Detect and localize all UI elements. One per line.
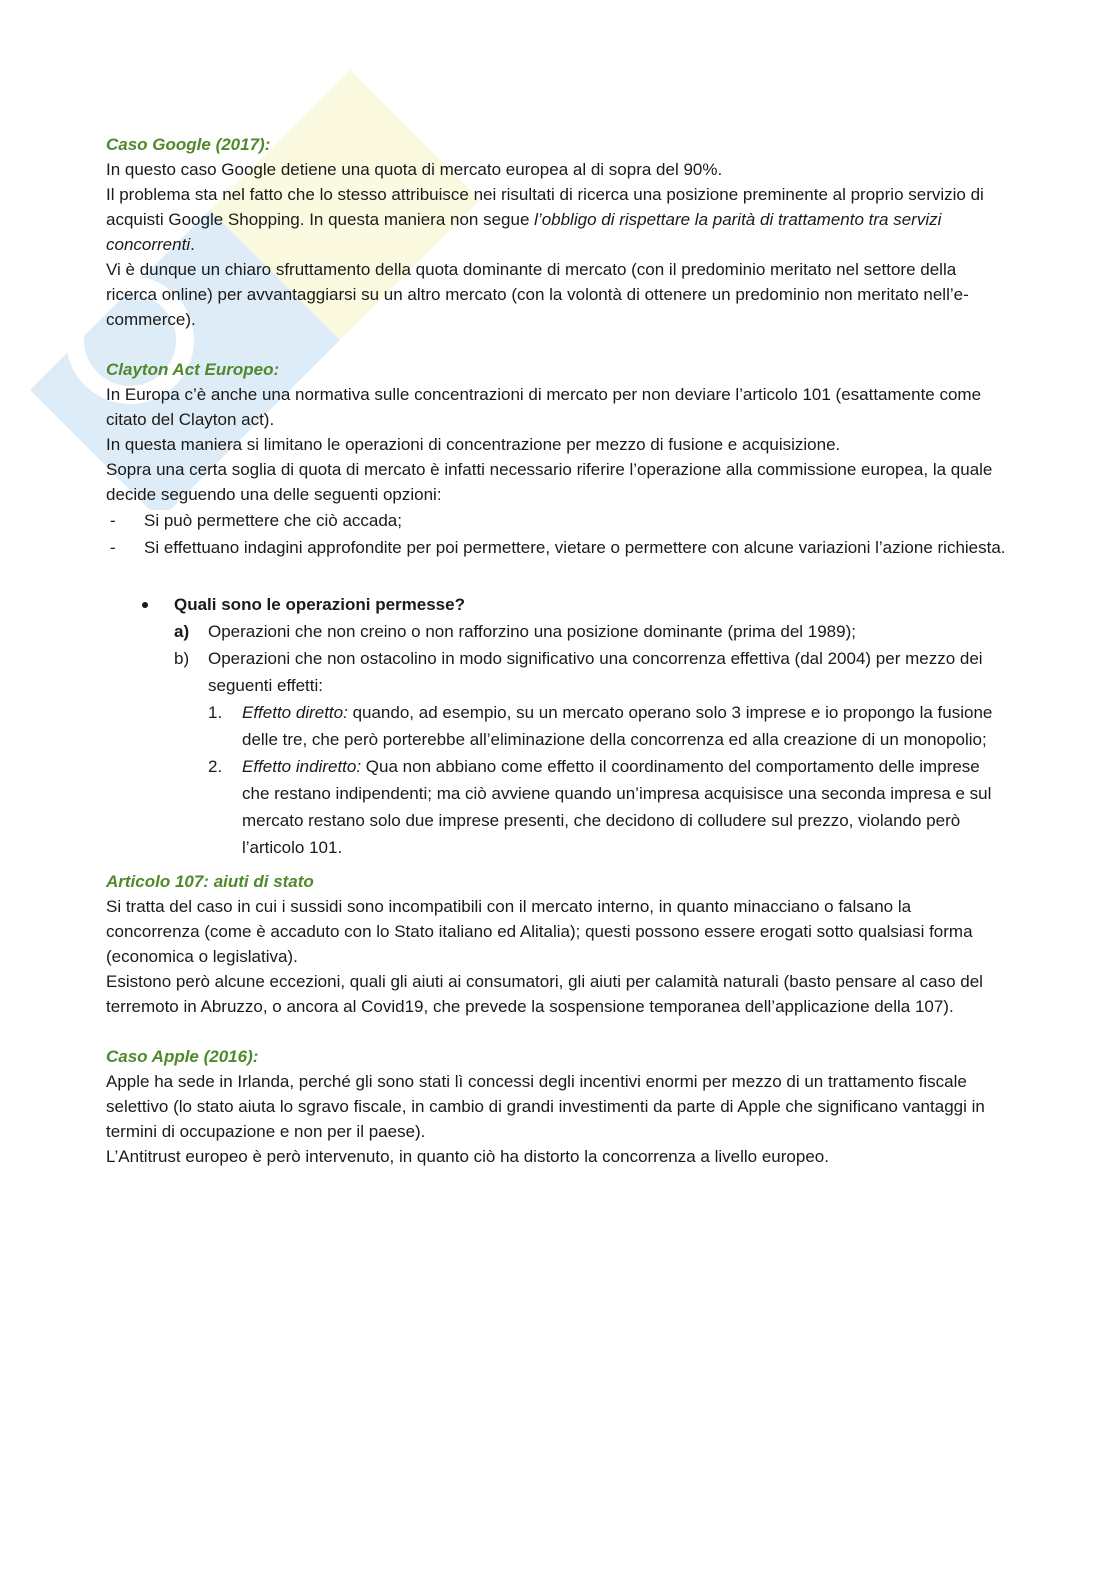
section-apple: [106, 1044, 1006, 1169]
section-google: [106, 132, 1006, 332]
effects-list: [174, 699, 1006, 861]
list-item: - Si effettuano indagini approfondite per poi permettere, vietare o permettere con alcune variazioni l’azione richiesta.: [106, 534, 1006, 561]
effect-text: quando, ad esempio, su un mercato operano solo 3 imprese e io propongo la fusione delle tre, che però porterebbe all’eliminazione della concorrenza ed alla creazione di un monopolio;: [242, 703, 993, 749]
heading-apple: Caso Apple (2016):: [106, 1047, 259, 1066]
effect-text: Qua non abbiano come effetto il coordinamento del comportamento delle imprese che restano indipendenti; ma ciò avviene quando un’impresa acquisisce una seconda impresa e sul mercato restano solo due imprese presenti, che decidono di colludere sul prezzo, violando però l’articolo 101.: [242, 757, 992, 857]
art107-paragraph-1: Si tratta del caso in cui i sussidi sono incompatibili con il mercato interno, in quanto minacciano o falsano la concorrenza (come è accaduto con lo Stato italiano ed Alitalia); questi possono essere erogati sotto qualsiasi forma (economica o legislativa).: [106, 897, 973, 966]
alpha-list: [142, 618, 1006, 861]
google-p2-emphasis: l’obbligo di rispettare la parità di trattamento tra servizi concorrenti: [106, 210, 942, 254]
apple-paragraph-1: Apple ha sede in Irlanda, perché gli sono stati lì concessi degli incentivi enormi per mezzo di un trattamento fiscale selettivo (lo stato aiuta lo sgravo fiscale, in cambio di grandi investimenti da parte di Apple che significano vantaggi in termini di occupazione e non per il paese).: [106, 1072, 985, 1141]
effect-label: Effetto indiretto:: [242, 757, 362, 776]
google-paragraph-2: [106, 182, 1006, 257]
art107-paragraph-2: Esistono però alcune eccezioni, quali gli aiuti ai consumatori, gli aiuti per calamità naturali (basto pensare al caso del terremoto in Abruzzo, o ancora al Covid19, che prevede la sospensione temporanea dell’applicazione della 107).: [106, 972, 983, 1016]
heading-google: Caso Google (2017):: [106, 135, 271, 154]
effect-label: Effetto diretto:: [242, 703, 348, 722]
google-paragraph-3: Vi è dunque un chiaro sfruttamento della quota dominante di mercato (con il predominio meritato nel settore della ricerca online) per avvantaggiarsi su un altro mercato (con la volontà di ottenere un predominio non meritato nell’e-commerce).: [106, 260, 969, 329]
list-item: - Si può permettere che ciò accada;: [106, 507, 1006, 534]
heading-art107: Articolo 107: aiuti di stato: [106, 872, 314, 891]
list-marker: 2.: [208, 757, 223, 776]
question-text: Quali sono le operazioni permesse?: [174, 595, 465, 614]
list-item: [174, 618, 1006, 645]
section-art107: [106, 869, 1006, 1019]
clayton-paragraph-3: Sopra una certa soglia di quota di mercato è infatti necessario riferire l’operazione alla commissione europea, la quale decide seguendo una delle seguenti opzioni:: [106, 460, 993, 504]
list-marker: a): [174, 622, 190, 641]
list-marker: b): [174, 649, 190, 668]
list-text: Operazioni che non creino o non rafforzino una posizione dominante (prima del 1989);: [208, 622, 856, 641]
google-paragraph-1: In questo caso Google detiene una quota di mercato europea al di sopra del 90%.: [106, 160, 723, 179]
list-item: [208, 753, 1006, 861]
heading-clayton: Clayton Act Europeo:: [106, 360, 280, 379]
google-p2-text: Il problema sta nel fatto che lo stesso attribuisce nei risultati di ricerca una posizione preminente al proprio servizio di acquisti Google Shopping. In questa maniera non segue: [106, 185, 984, 229]
clayton-paragraph-2: In questa maniera si limitano le operazioni di concentrazione per mezzo di fusione e acquisizione.: [106, 435, 841, 454]
bullet-icon: [142, 602, 148, 608]
list-item: [174, 645, 1006, 699]
google-p2-end: .: [190, 235, 195, 254]
question-bullet: [142, 591, 1006, 618]
list-text: Operazioni che non ostacolino in modo significativo una concorrenza effettiva (dal 2004) per mezzo dei seguenti effetti:: [208, 649, 983, 695]
options-list: [106, 507, 1006, 561]
list-item: [208, 699, 1006, 753]
apple-paragraph-2: L’Antitrust europeo è però intervenuto, in quanto ciò ha distorto la concorrenza a livello europeo.: [106, 1147, 829, 1166]
section-clayton: [106, 357, 1006, 861]
clayton-paragraph-1: In Europa c’è anche una normativa sulle concentrazioni di mercato per non deviare l’articolo 101 (esattamente come citato del Clayton act).: [106, 385, 982, 429]
permitted-operations: [106, 591, 1006, 861]
document-page: [106, 132, 1006, 1169]
list-marker: 1.: [208, 703, 223, 722]
